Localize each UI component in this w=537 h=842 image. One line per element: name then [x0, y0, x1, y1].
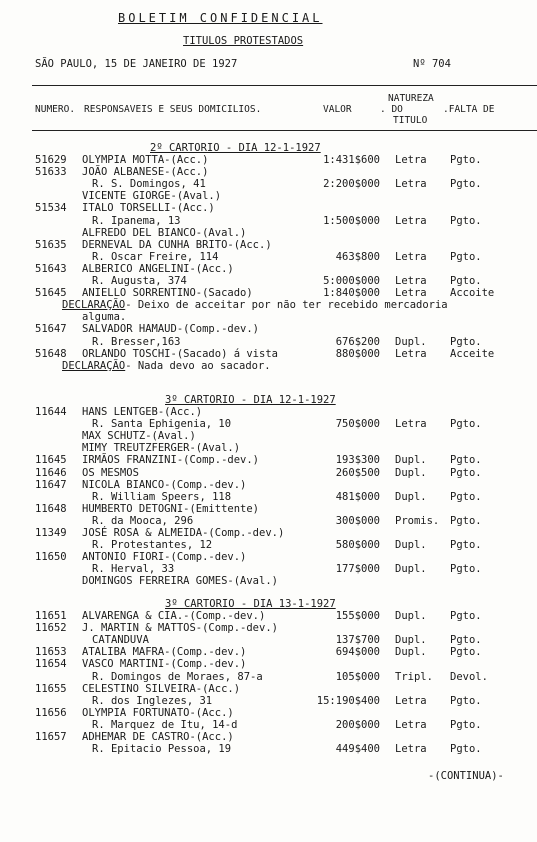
value-cell: 880$000: [335, 347, 380, 360]
row-number: 11349: [35, 527, 67, 539]
falta-cell: Pgto.: [450, 563, 482, 576]
party-name: VASCO MARTINI-(Comp.-dev.): [82, 658, 247, 671]
falta-cell: Pgto.: [450, 466, 482, 479]
row-number: 11646: [35, 466, 67, 479]
falta-cell: Pgto.: [450, 250, 482, 263]
row-number: 51643: [35, 262, 67, 275]
party-name: ADHEMAR DE CASTRO-(Acc.): [82, 731, 234, 743]
table-row: [0, 551, 537, 563]
col-header-natureza-1: NATUREZA: [388, 93, 434, 104]
section-title: 2º CARTORIO - DIA 12-1-1927: [150, 142, 321, 154]
row-number: 11652: [35, 622, 67, 635]
party-name: OLYMPIA FORTUNATO-(Acc.): [82, 706, 234, 719]
col-header-responsaveis: RESPONSAVEIS E SEUS DOMICILIOS.: [84, 104, 262, 115]
falta-cell: Pgto.: [450, 154, 482, 166]
row-number: 11647: [35, 478, 67, 491]
table-row: [0, 683, 537, 695]
table-row: [0, 527, 537, 539]
party-name: OS MESMOS: [82, 466, 139, 479]
row-number: 11657: [35, 731, 67, 743]
table-row: [0, 658, 537, 670]
declaration-text: DECLARAÇÃO- Nada devo ao sacador.: [62, 359, 271, 372]
table-row: [0, 263, 537, 275]
value-cell: 1:431$600: [323, 154, 380, 166]
address-text: R. William Speers, 118: [92, 490, 232, 503]
value-cell: 15:190$400: [316, 694, 380, 707]
address-text: R. S. Domingos, 41: [92, 178, 206, 191]
address-text: R. Marquez de Itu, 14-d: [92, 718, 238, 731]
table-row: [0, 563, 537, 575]
party-name: NICOLA BIANCO-(Comp.-dev.): [82, 478, 247, 491]
falta-cell: Pgto.: [450, 454, 482, 467]
natureza-cell: Letra: [395, 214, 427, 227]
value-cell: 105$000: [335, 670, 380, 683]
address-text: R. dos Inglezes, 31: [92, 694, 213, 707]
falta-cell: Pgto.: [450, 646, 482, 659]
natureza-cell: Letra: [395, 743, 427, 756]
natureza-cell: Promis.: [395, 514, 440, 527]
table-row: [0, 622, 537, 634]
table-row: [0, 178, 537, 190]
row-number: 51534: [35, 202, 67, 215]
party-name: ANIELLO SORRENTINO-(Sacado): [82, 287, 253, 300]
table-row: [0, 275, 537, 287]
header-bottom-rule: [32, 130, 537, 131]
table-row: [0, 515, 537, 527]
value-cell: 137$700: [335, 634, 380, 647]
natureza-cell: Dupl.: [395, 454, 427, 467]
natureza-cell: Letra: [395, 347, 427, 360]
falta-cell: Pgto.: [450, 539, 482, 552]
falta-cell: Pgto.: [450, 694, 482, 707]
table-row: [0, 154, 537, 166]
table-row: [0, 646, 537, 658]
party-name: DERNEVAL DA CUNHA BRITO-(Acc.): [82, 238, 272, 251]
address-text: R. Oscar Freire, 114: [92, 250, 219, 263]
table-row: [0, 360, 537, 372]
value-cell: 1:500$000: [323, 214, 380, 227]
natureza-cell: Dupl.: [395, 634, 427, 647]
party-name: HANS LENTGEB-(Acc.): [82, 406, 203, 418]
table-row: [0, 671, 537, 683]
party-name: MIMY TREUTZFERGER-(Aval.): [82, 442, 241, 455]
row-number: 51633: [35, 166, 67, 179]
party-name: ALFREDO DEL BIANCO-(Aval.): [82, 226, 247, 239]
table-row: [0, 454, 537, 466]
table-row: [0, 610, 537, 622]
natureza-cell: Dupl.: [395, 563, 427, 576]
declaration-text: DECLARAÇÃO- Deixo de acceitar por não ter recebido mercadoria: [62, 299, 448, 312]
value-cell: 155$000: [335, 610, 380, 622]
bulletin-number: Nº 704: [413, 58, 451, 70]
falta-cell: Pgto.: [450, 514, 482, 527]
falta-cell: Pgto.: [450, 743, 482, 756]
party-name: HUMBERTO DETOGNI-(Emittente): [82, 502, 260, 515]
party-name: VICENTE GIORGE-(Aval.): [82, 190, 222, 203]
col-header-natureza-dot: .: [380, 104, 392, 115]
col-header-natureza-2: . DO: [380, 104, 403, 115]
address-text: R. Augusta, 374: [92, 275, 187, 287]
table-row: [0, 418, 537, 430]
value-cell: 193$300: [335, 454, 380, 467]
table-row: [0, 503, 537, 515]
party-name: MAX SCHUTZ-(Aval.): [82, 430, 196, 443]
document-subtitle: TITULOS PROTESTADOS: [183, 35, 304, 47]
falta-cell: Accoite: [450, 287, 495, 300]
declaration-label: DECLARAÇÃO: [62, 359, 126, 372]
row-number: 11653: [35, 646, 67, 659]
natureza-cell: Tripl.: [395, 670, 433, 683]
table-row: [0, 190, 537, 202]
row-number: 11645: [35, 454, 67, 467]
value-cell: 694$000: [335, 646, 380, 659]
natureza-cell: Letra: [395, 287, 427, 300]
row-number: 11644: [35, 406, 67, 418]
table-row: [0, 491, 537, 503]
falta-cell: Pgto.: [450, 490, 482, 503]
address-text: CATANDUVA: [92, 634, 149, 647]
table-row: [0, 311, 537, 323]
natureza-cell: Dupl.: [395, 466, 427, 479]
table-row: [0, 575, 537, 587]
falta-cell: Pgto.: [450, 610, 482, 622]
place-date: SÃO PAULO, 15 DE JANEIRO DE 1927: [35, 58, 238, 70]
natureza-cell: Dupl.: [395, 646, 427, 659]
table-row: [0, 336, 537, 348]
row-number: 11654: [35, 658, 67, 671]
falta-cell: Pgto.: [450, 275, 482, 287]
value-cell: 177$000: [335, 563, 380, 576]
table-row: [0, 731, 537, 743]
col-header-numero: NUMERO.: [35, 104, 76, 115]
falta-cell: Pgto.: [450, 718, 482, 731]
natureza-cell: Letra: [395, 178, 427, 191]
value-cell: 463$800: [335, 250, 380, 263]
row-number: 51647: [35, 323, 67, 336]
falta-cell: Acceite: [450, 347, 495, 360]
address-text: R. Protestantes, 12: [92, 539, 213, 552]
address-text: R. Bresser,163: [92, 335, 181, 348]
value-cell: 1:840$000: [323, 287, 380, 300]
party-name: OLYMPIA MOTTA-(Acc.): [82, 154, 209, 166]
address-text: R. Herval, 33: [92, 563, 175, 576]
table-row: [0, 227, 537, 239]
party-name: alguma.: [82, 311, 127, 324]
address-text: R. Epitacio Pessoa, 19: [92, 743, 232, 756]
row-number: 11650: [35, 551, 67, 564]
value-cell: 750$000: [335, 418, 380, 431]
table-row: [0, 479, 537, 491]
table-row: [0, 166, 537, 178]
table-row: [0, 634, 537, 646]
row-number: 11651: [35, 610, 67, 622]
falta-cell: Pgto.: [450, 214, 482, 227]
natureza-cell: Letra: [395, 418, 427, 431]
address-text: R. Santa Ephigenia, 10: [92, 418, 232, 431]
value-cell: 449$400: [335, 743, 380, 756]
value-cell: 200$000: [335, 718, 380, 731]
falta-cell: Pgto.: [450, 178, 482, 191]
table-row: [0, 202, 537, 214]
party-name: ANTONIO FIORI-(Comp.-dev.): [82, 551, 247, 564]
col-header-valor: VALOR: [323, 104, 352, 115]
table-row: [0, 695, 537, 707]
col-header-falta: .FALTA DE: [443, 104, 495, 115]
natureza-cell: Dupl.: [395, 610, 427, 622]
falta-cell: Pgto.: [450, 418, 482, 431]
header-top-rule: [32, 85, 537, 86]
value-cell: 481$000: [335, 490, 380, 503]
table-row: [0, 251, 537, 263]
section-title: 3º CARTORIO - DIA 13-1-1927: [165, 598, 336, 610]
declaration-label: DECLARAÇÃO: [62, 299, 126, 312]
party-name: ALVARENGA & CIA.-(Comp.-dev.): [82, 610, 266, 622]
natureza-cell: Letra: [395, 154, 427, 166]
table-row: [0, 719, 537, 731]
party-name: CELESTINO SILVEIRA-(Acc.): [82, 682, 241, 695]
table-row: [0, 299, 537, 311]
party-name: J. MARTIN & MATTOS-(Comp.-dev.): [82, 622, 278, 635]
party-name: ATALIBA MAFRA-(Comp.-dev.): [82, 646, 247, 659]
party-name: DOMINGOS FERREIRA GOMES-(Aval.): [82, 575, 278, 588]
table-row: [0, 215, 537, 227]
value-cell: 300$000: [335, 514, 380, 527]
address-text: R. da Mooca, 296: [92, 514, 194, 527]
row-number: 51648: [35, 347, 67, 360]
section-title: 3º CARTORIO - DIA 12-1-1927: [165, 394, 336, 406]
natureza-cell: Letra: [395, 250, 427, 263]
table-row: [0, 430, 537, 442]
value-cell: 580$000: [335, 539, 380, 552]
value-cell: 676$200: [335, 335, 380, 348]
table-row: [0, 539, 537, 551]
table-row: [0, 743, 537, 755]
value-cell: 260$500: [335, 466, 380, 479]
party-name: IRMÃOS FRANZINI-(Comp.-dev.): [82, 454, 260, 467]
col-header-natureza-3: TITULO: [393, 115, 428, 126]
natureza-cell: Dupl.: [395, 539, 427, 552]
table-row: [0, 707, 537, 719]
natureza-cell: Letra: [395, 694, 427, 707]
table-row: [0, 406, 537, 418]
natureza-cell: Dupl.: [395, 335, 427, 348]
row-number: 11655: [35, 682, 67, 695]
party-name: ITALO TORSELLI-(Acc.): [82, 202, 215, 215]
table-row: [0, 442, 537, 454]
row-number: 11656: [35, 706, 67, 719]
table-row: [0, 348, 537, 360]
table-row: [0, 287, 537, 299]
falta-cell: Pgto.: [450, 634, 482, 647]
party-name: ORLANDO TOSCHI-(Sacado) á vista: [82, 347, 278, 360]
document-title: BOLETIM CONFIDENCIAL: [118, 11, 323, 25]
address-text: R. Domingos de Moraes, 87-a: [92, 670, 263, 683]
table-row: [0, 467, 537, 479]
party-name: JOÃO ALBANESE-(Acc.): [82, 166, 209, 179]
table-row: [0, 239, 537, 251]
value-cell: 2:200$000: [323, 178, 380, 191]
address-text: R. Ipanema, 13: [92, 214, 181, 227]
row-number: 51645: [35, 287, 67, 300]
row-number: 51635: [35, 238, 67, 251]
row-number: 11648: [35, 502, 67, 515]
continua-label: -(CONTINUA)-: [428, 770, 504, 782]
party-name: JOSÉ ROSA & ALMEIDA-(Comp.-dev.): [82, 527, 285, 539]
party-name: ALBERICO ANGELINI-(Acc.): [82, 262, 234, 275]
row-number: 51629: [35, 154, 67, 166]
natureza-cell: Letra: [395, 275, 427, 287]
table-row: [0, 323, 537, 335]
value-cell: 5:000$000: [323, 275, 380, 287]
falta-cell: Devol.: [450, 670, 488, 683]
natureza-cell: Dupl.: [395, 490, 427, 503]
natureza-cell: Letra: [395, 718, 427, 731]
falta-cell: Pgto.: [450, 335, 482, 348]
party-name: SALVADOR HAMAUD-(Comp.-dev.): [82, 323, 260, 336]
